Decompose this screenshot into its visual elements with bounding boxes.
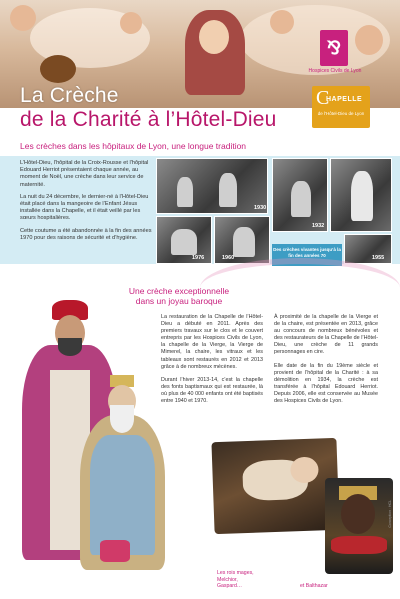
body-paragraph: Durant l’hiver 2013-14, c’est la chapelle des fonts baptismaux qui est restaurée, là où plus de 40 000 enfants ont été baptisés entre 1940 et 1970. (161, 376, 263, 405)
photo-year: 1955 (372, 255, 385, 261)
santon-gift (100, 540, 130, 562)
photos-caption: Des crèches vivantes jusqu’à la fin des années 70 (272, 244, 342, 266)
caption-line: Les rois mages, (217, 570, 254, 576)
painting-cherub (120, 12, 142, 34)
caption-line: Gaspard… (217, 583, 243, 590)
chapelle-logo-initial: C (316, 87, 330, 109)
hcl-logo: ⅋ (320, 30, 348, 66)
body-column-2 (274, 314, 378, 411)
section-title-line2: dans un joyau baroque (135, 296, 223, 306)
vertical-credit: Conception : HCL (388, 500, 392, 528)
photo-year: 1976 (192, 255, 205, 261)
photo-year: 1932 (312, 223, 325, 229)
body-paragraph: La restauration de la Chapelle de l’Hôtel-Dieu a débuté en 2011. Après des premiers travaux sur le clos et le couvert entrepris par les Hospices Civils de Lyon, la chapelle de la Vierge, la Vierge de Mimerel, la chaire, les vitraux et les tableaux sont restaurés en 2012 et 2013 grâce à de nombreux mécènes. (161, 314, 263, 370)
intro-paragraph: Cette coutume a été abandonnée à la fin des années 1970 pour des raisons de sécurité et d’hygiène. (20, 227, 152, 241)
section-title (118, 286, 240, 306)
painting-cherub (10, 5, 36, 31)
caption-rois-mages (217, 570, 277, 590)
body-column-1 (161, 314, 263, 411)
page-subtitle: Les crèches dans les hôpitaux de Lyon, une longue tradition (20, 141, 247, 151)
chapelle-logo-sub: de l’Hôtel-Dieu de Lyon (317, 111, 365, 116)
body-paragraph: Elle date de la fin du 19ème siècle et provient de l’hôpital de la Charité : à sa démolition en 1934, la crèche est transférée à l’hôpital Edouard Herriot. Depuis 2006, elle est conservée au Musée des Hospices Civils de Lyon. (274, 362, 378, 405)
photo-year: 1930 (254, 205, 267, 211)
painting-lute (40, 55, 76, 83)
painting-madonna-face (199, 20, 229, 54)
photo-nun (330, 158, 392, 232)
body-paragraph: À proximité de la chapelle de la Vierge et de la chaire, est présentée en 2013, grâce au concours de nombreux bénévoles et des restaurateurs de la Chapelle de l’Hôtel-Dieu, une crèche de 11 grands personnages en cire. (274, 314, 378, 356)
painting-cherub (270, 10, 294, 34)
photo-1955 (344, 234, 392, 264)
page-title-line1: La Crèche (20, 84, 119, 107)
caption-line: Melchior, (217, 576, 238, 583)
section-title-line1: Une crèche exceptionnelle (128, 286, 230, 296)
intro-paragraph: L’Hôtel-Dieu, l’hôpital de la Croix-Rousse et l’hôpital Edouard Herriot présentaient chaque année, au moment de Noël, une crèche dans leur service de maternité. (20, 160, 149, 188)
chapelle-logo-word: HAPELLE (326, 96, 363, 103)
photo-balthazar (325, 478, 393, 574)
page-title-line2: de la Charité à l’Hôtel-Dieu (20, 108, 277, 131)
photo-year: 1960 (222, 255, 235, 261)
photo-enfant-jesus (211, 438, 339, 534)
caption-balthazar: et Balthazar (300, 583, 328, 589)
intro-text (20, 160, 152, 247)
intro-paragraph: La nuit du 24 décembre, le dernier-né à l’Hôtel-Dieu était placé dans la mangeoire de l’Enfant Jésus installée dans la Chapelle, et il était veillé par les sœurs hospitalières. (20, 193, 149, 222)
hcl-logo-caption: Hospices Civils de Lyon (308, 68, 362, 74)
chapelle-logo (312, 86, 370, 128)
painting-cherub (355, 25, 383, 55)
photo-1930 (156, 158, 268, 214)
photo-1932 (272, 158, 328, 232)
